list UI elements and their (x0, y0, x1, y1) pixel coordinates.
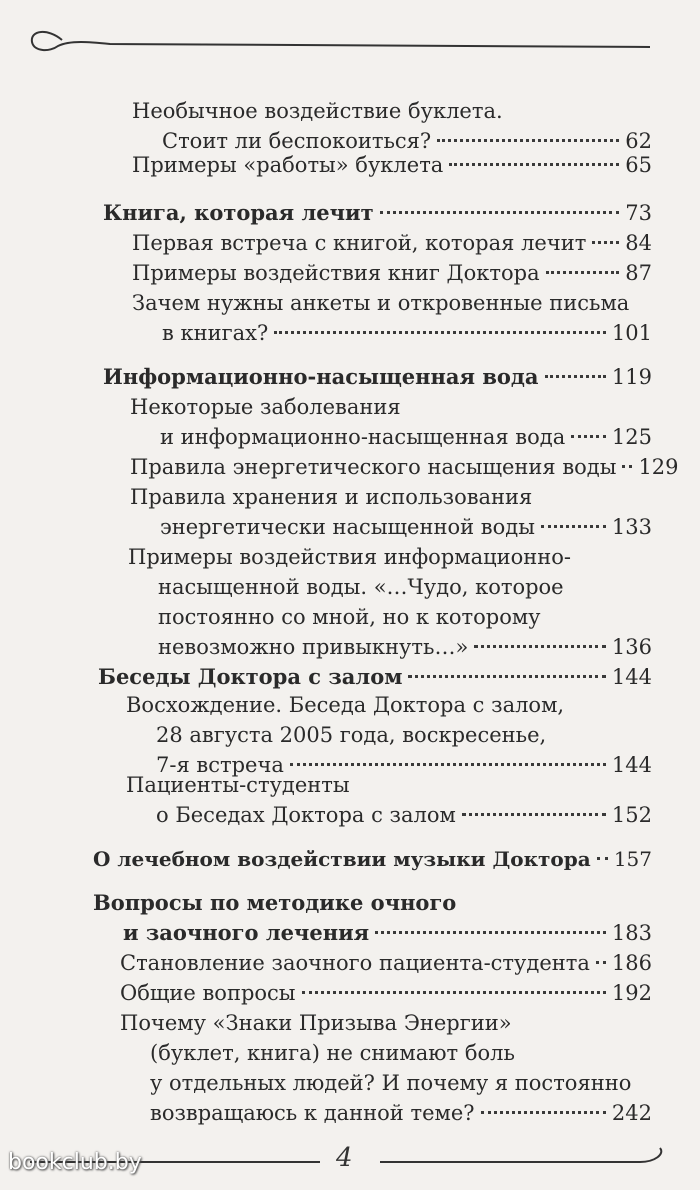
toc-entry-title: и информационно-насыщенная вода (160, 425, 566, 449)
toc-entry-title: невозможно привыкнуть…» (158, 635, 469, 659)
toc-page-number: 65 (625, 153, 652, 177)
toc-entry (120, 1008, 652, 1128)
page-number: 4 (336, 1143, 353, 1173)
toc-entry (128, 542, 652, 662)
toc-entry (130, 392, 652, 452)
toc-entry-title: в книгах? (162, 321, 269, 345)
toc-entry-title: Общие вопросы (120, 981, 296, 1005)
toc-entry (132, 258, 652, 288)
toc-entry (130, 452, 679, 482)
toc-chapter (103, 198, 652, 228)
toc-page-number: 144 (611, 665, 652, 689)
toc-chapter (93, 888, 652, 948)
toc-entry-title: Необычное воздействие буклета. (132, 99, 503, 123)
toc-entry (120, 948, 652, 978)
toc-entry (126, 690, 652, 780)
toc-entry-title: Первая встреча с книгой, которая лечит (132, 231, 587, 255)
toc-entry-title: Примеры воздействия книг Доктора (132, 261, 540, 285)
leader-dots (546, 271, 620, 274)
toc-chapter-title: Книга, которая лечит (103, 200, 374, 225)
toc-page-number: 192 (611, 981, 652, 1005)
toc-entry-title: Примеры воздействия информационно- (128, 545, 571, 569)
toc-chapter (93, 844, 652, 874)
toc-entry-title: Зачем нужны анкеты и откровенные письма (132, 291, 630, 315)
toc-chapter-title: и заочного лечения (123, 920, 370, 945)
toc-entry-title: 28 августа 2005 года, воскресенье, (156, 723, 547, 747)
toc-entry-title: Стоит ли беспокоиться? (162, 129, 432, 153)
toc-entry-title: Примеры «работы» буклета (132, 153, 444, 177)
toc-entry-title: Восхождение. Беседа Доктора с залом, (126, 693, 565, 717)
toc-entry (132, 288, 652, 348)
toc-entry-title: Становление заочного пациента-студента (120, 951, 590, 975)
toc-entry (132, 150, 652, 180)
toc-page-number: 119 (611, 365, 652, 389)
toc-chapter-title: О лечебном воздействии музыки Доктора (93, 847, 591, 871)
toc-page-number: 62 (625, 129, 652, 153)
toc-entry-title: (буклет, книга) не снимают боль (150, 1041, 515, 1065)
toc-page-number: 136 (611, 635, 652, 659)
toc-entry-title: Некоторые заболевания (130, 395, 401, 419)
leader-dots (375, 931, 606, 934)
toc-page-number: 129 (638, 455, 679, 479)
toc-entry (132, 228, 652, 258)
header-ornament (0, 0, 700, 80)
leader-dots (302, 991, 606, 994)
toc-entry (120, 978, 652, 1008)
toc-chapter-title: Беседы Доктора с залом (98, 664, 403, 689)
toc-entry-title: возвращаюсь к данной теме? (150, 1101, 475, 1125)
toc-page-number: 133 (611, 515, 652, 539)
toc-page-number: 157 (613, 847, 652, 871)
site-watermark: bookclub.by (8, 1150, 142, 1175)
toc-chapter-title: Вопросы по методике очного (93, 890, 457, 915)
toc-entry-title: Правила хранения и использования (130, 485, 533, 509)
toc-entry-title: энергетически насыщенной воды (160, 515, 535, 539)
toc-chapter (98, 662, 652, 692)
leader-dots (380, 211, 620, 214)
toc-entry-title: насыщенной воды. «…Чудо, которое (158, 575, 564, 599)
toc-entry (132, 96, 652, 156)
toc-entry-title: Почему «Знаки Призыва Энергии» (120, 1011, 512, 1035)
toc-entry-title: 7-я встреча (156, 753, 284, 777)
toc-entry-title: постоянно со мной, но к которому (158, 605, 541, 629)
toc-entry-title: Правила энергетического насыщения воды (130, 455, 617, 479)
toc-page-number: 183 (611, 921, 652, 945)
leader-dots (571, 435, 606, 438)
toc-entry (130, 482, 652, 542)
leader-dots (481, 1111, 606, 1114)
toc-page-number: 125 (611, 425, 652, 449)
toc-page-number: 242 (611, 1101, 652, 1125)
toc-page-number: 152 (611, 803, 652, 827)
leader-dots (592, 241, 619, 244)
toc-page-number: 73 (625, 201, 652, 225)
leader-dots (545, 375, 606, 378)
toc-chapter-title: Информационно-насыщенная вода (103, 364, 539, 389)
leader-dots (622, 465, 632, 468)
toc-entry-title: о Беседах Доктора с залом (156, 803, 456, 827)
toc-page-number: 101 (611, 321, 652, 345)
leader-dots (449, 163, 619, 166)
leader-dots (541, 525, 606, 528)
toc-page-number: 87 (625, 261, 652, 285)
leader-dots (290, 763, 606, 766)
toc-page-number: 144 (611, 753, 652, 777)
leader-dots (408, 675, 605, 678)
toc-page-number: 84 (625, 231, 652, 255)
leader-dots (596, 961, 606, 964)
leader-dots (274, 331, 606, 334)
leader-dots (474, 645, 606, 648)
toc-entry (126, 770, 652, 830)
leader-dots (462, 813, 606, 816)
toc-entry-title: у отдельных людей? И почему я постоянно (150, 1071, 632, 1095)
toc-page-number: 186 (611, 951, 652, 975)
leader-dots (597, 857, 608, 860)
toc-entry-title: Пациенты-студенты (126, 773, 350, 797)
leader-dots (437, 139, 619, 142)
toc-chapter (103, 362, 652, 392)
